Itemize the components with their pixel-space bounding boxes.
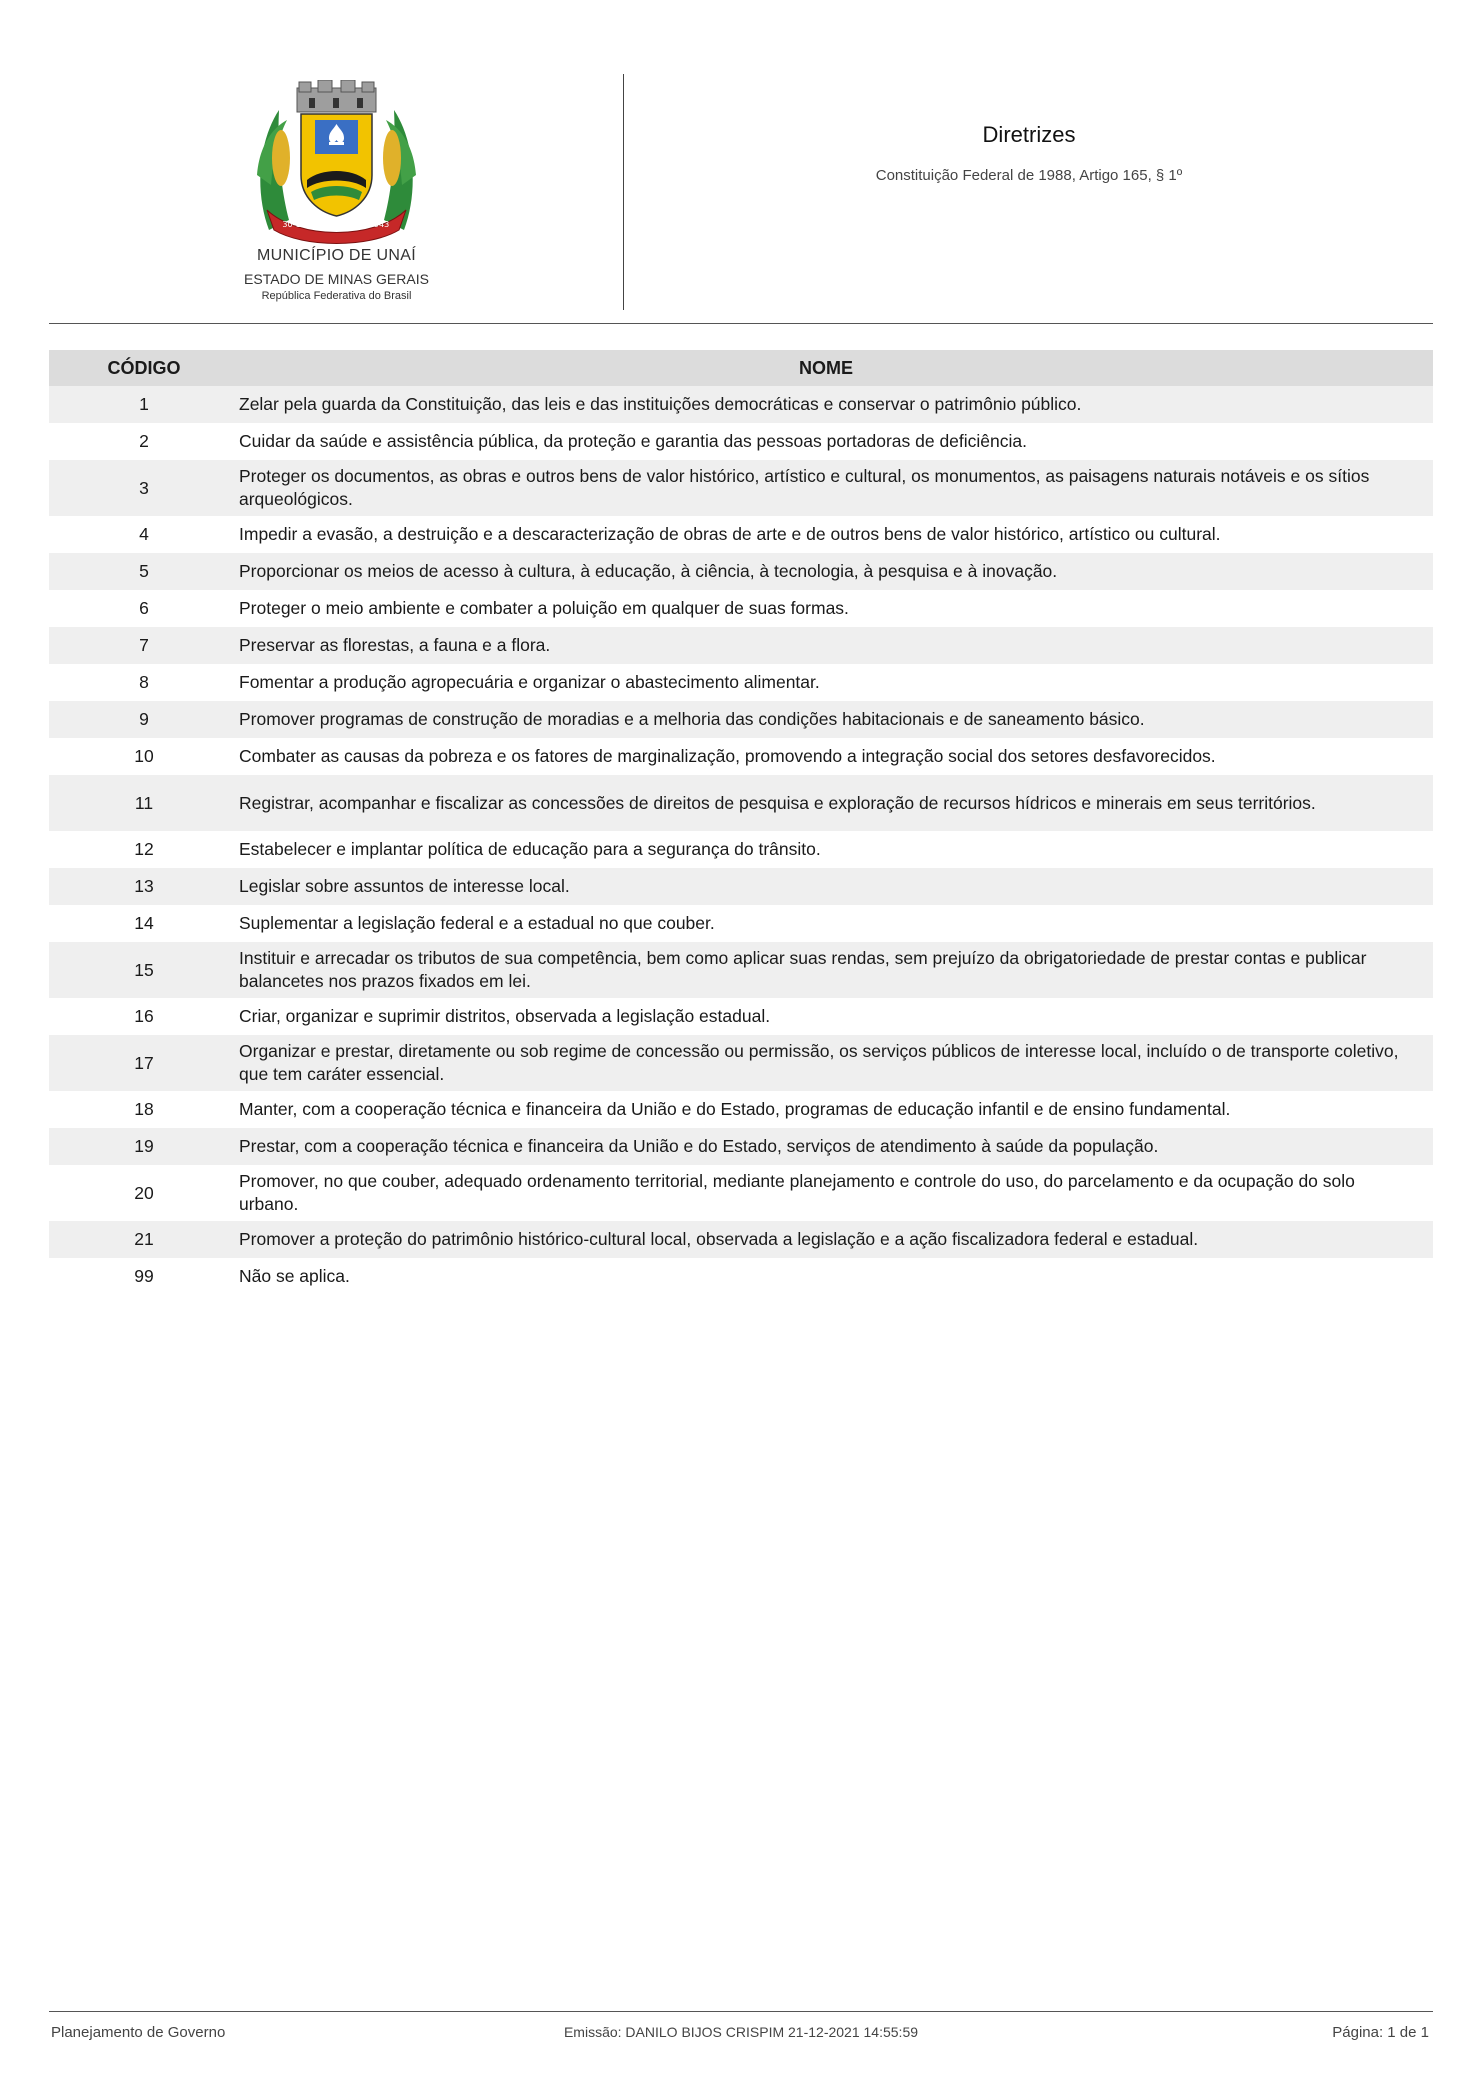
header-vertical-divider: [623, 74, 624, 310]
column-header-code: CÓDIGO: [107, 357, 181, 378]
title-block: [625, 70, 1433, 310]
row-code: 6: [139, 598, 149, 618]
row-code: 5: [139, 561, 149, 581]
crest-right-year: 1943: [368, 220, 390, 229]
state-name: ESTADO DE MINAS GERAIS: [244, 271, 429, 287]
page-header: [49, 70, 1433, 324]
row-name: Suplementar a legislação federal e a estadual no que couber.: [239, 913, 715, 933]
row-code: 13: [134, 876, 154, 896]
table-row: [49, 664, 1433, 701]
table-row: [49, 738, 1433, 775]
table-header: [49, 350, 1433, 386]
header-divider: [49, 323, 1433, 324]
row-code: 12: [134, 839, 154, 859]
table-row: [49, 553, 1433, 590]
row-name: Proteger os documentos, as obras e outros bens de valor histórico, artístico e cultural, os monumentos, as paisagens naturais notáveis e os sítios arqueológicos.: [239, 466, 1370, 509]
row-name: Legislar sobre assuntos de interesse local.: [239, 876, 570, 896]
table-row: [49, 1165, 1433, 1221]
row-name: Instituir e arrecadar os tributos de sua competência, bem como aplicar suas rendas, sem prejuízo da obrigatoriedade de prestar contas e publicar balancetes nos prazos fixados em lei.: [239, 948, 1367, 991]
crest-banner-text: UNAÍ: [321, 220, 352, 233]
document-title: Diretrizes: [982, 122, 1076, 147]
row-name: Cuidar da saúde e assistência pública, da proteção e garantia das pessoas portadoras de deficiência.: [239, 431, 1028, 451]
table-row: [49, 516, 1433, 553]
row-name: Proteger o meio ambiente e combater a poluição em qualquer de suas formas.: [239, 598, 849, 618]
table-row: [49, 1091, 1433, 1128]
row-code: 10: [134, 746, 154, 766]
row-code: 16: [134, 1006, 154, 1026]
row-name: Promover programas de construção de moradias e a melhoria das condições habitacionais e de saneamento básico.: [239, 709, 1145, 729]
table-row: [49, 775, 1433, 831]
row-code: 18: [134, 1099, 154, 1119]
table-row: [49, 905, 1433, 942]
document-subtitle: Constituição Federal de 1988, Artigo 165, § 1º: [875, 167, 1183, 184]
row-name: Zelar pela guarda da Constituição, das leis e das instituições democráticas e conservar o patrimônio público.: [239, 394, 1082, 414]
row-code: 11: [134, 792, 154, 813]
row-code: 17: [134, 1052, 154, 1073]
footer-section-name: Planejamento de Governo: [51, 2024, 226, 2041]
row-name: Combater as causas da pobreza e os fatores de marginalização, promovendo a integração social dos setores desfavorecidos.: [239, 746, 1216, 766]
municipality-block: [49, 70, 624, 315]
table-row: [49, 1221, 1433, 1258]
row-code: 2: [139, 431, 149, 451]
table-row: [49, 386, 1433, 423]
row-code: 19: [134, 1136, 154, 1156]
row-code: 1: [139, 394, 149, 414]
row-name: Proporcionar os meios de acesso à cultura, à educação, à ciência, à tecnologia, à pesquisa e à inovação.: [239, 561, 1058, 581]
table-row: [49, 423, 1433, 460]
footer-divider: [49, 2011, 1433, 2012]
table-row: [49, 831, 1433, 868]
row-name: Promover, no que couber, adequado ordenamento territorial, mediante planejamento e controle do uso, do parcelamento e da ocupação do solo urbano.: [239, 1171, 1355, 1214]
footer-emission: Emissão: DANILO BIJOS CRISPIM 21-12-2021 14:55:59: [563, 2024, 919, 2040]
table-row: [49, 701, 1433, 738]
row-name: Não se aplica.: [239, 1266, 350, 1286]
page-footer: [49, 2024, 1433, 2048]
row-name: Prestar, com a cooperação técnica e financeira da União e do Estado, serviços de atendimento à saúde da população.: [239, 1136, 1159, 1156]
column-header-name: NOME: [799, 357, 853, 378]
row-code: 20: [134, 1182, 154, 1203]
row-code: 8: [139, 672, 149, 692]
row-code: 15: [134, 959, 154, 980]
crest-left-date: 30-12: [282, 220, 306, 229]
table-row: [49, 1035, 1433, 1091]
row-code: 4: [139, 524, 149, 544]
guidelines-table: [49, 350, 1433, 1295]
row-name: Preservar as florestas, a fauna e a flora.: [239, 635, 551, 655]
row-name: Criar, organizar e suprimir distritos, observada a legislação estadual.: [239, 1006, 771, 1026]
republic-name: República Federativa do Brasil: [261, 290, 412, 302]
row-code: 14: [134, 913, 154, 933]
row-code: 7: [139, 635, 149, 655]
row-name: Organizar e prestar, diretamente ou sob regime de concessão ou permissão, os serviços públicos de interesse local, incluído o de transporte coletivo, que tem caráter essencial.: [239, 1041, 1399, 1084]
row-code: 99: [134, 1266, 154, 1286]
table-row: [49, 590, 1433, 627]
row-name: Impedir a evasão, a destruição e a descaracterização de obras de arte e de outros bens de valor histórico, artístico ou cultural.: [239, 524, 1221, 544]
municipality-name: MUNICÍPIO DE UNAÍ: [257, 247, 416, 264]
table-row: [49, 998, 1433, 1035]
row-code: 9: [139, 709, 149, 729]
table-row: [49, 868, 1433, 905]
table-row: [49, 460, 1433, 516]
row-code: 21: [134, 1229, 154, 1249]
table-row: [49, 1258, 1433, 1295]
row-name: Fomentar a produção agropecuária e organizar o abastecimento alimentar.: [239, 672, 820, 692]
footer-page-number: Página: 1 de 1: [1332, 2024, 1429, 2041]
row-name: Registrar, acompanhar e fiscalizar as concessões de direitos de pesquisa e exploração de recursos hídricos e minerais em seus territórios.: [239, 792, 1316, 813]
row-name: Promover a proteção do patrimônio histórico-cultural local, observada a legislação e a ação fiscalizadora federal e estadual.: [239, 1229, 1199, 1249]
municipal-crest-logo: [249, 80, 424, 245]
row-name: Manter, com a cooperação técnica e financeira da União e do Estado, programas de educação infantil e de ensino fundamental.: [239, 1099, 1231, 1119]
row-name: Estabelecer e implantar política de educação para a segurança do trânsito.: [239, 839, 821, 859]
table-row: [49, 1128, 1433, 1165]
row-code: 3: [139, 477, 149, 498]
table-row: [49, 942, 1433, 998]
table-row: [49, 627, 1433, 664]
